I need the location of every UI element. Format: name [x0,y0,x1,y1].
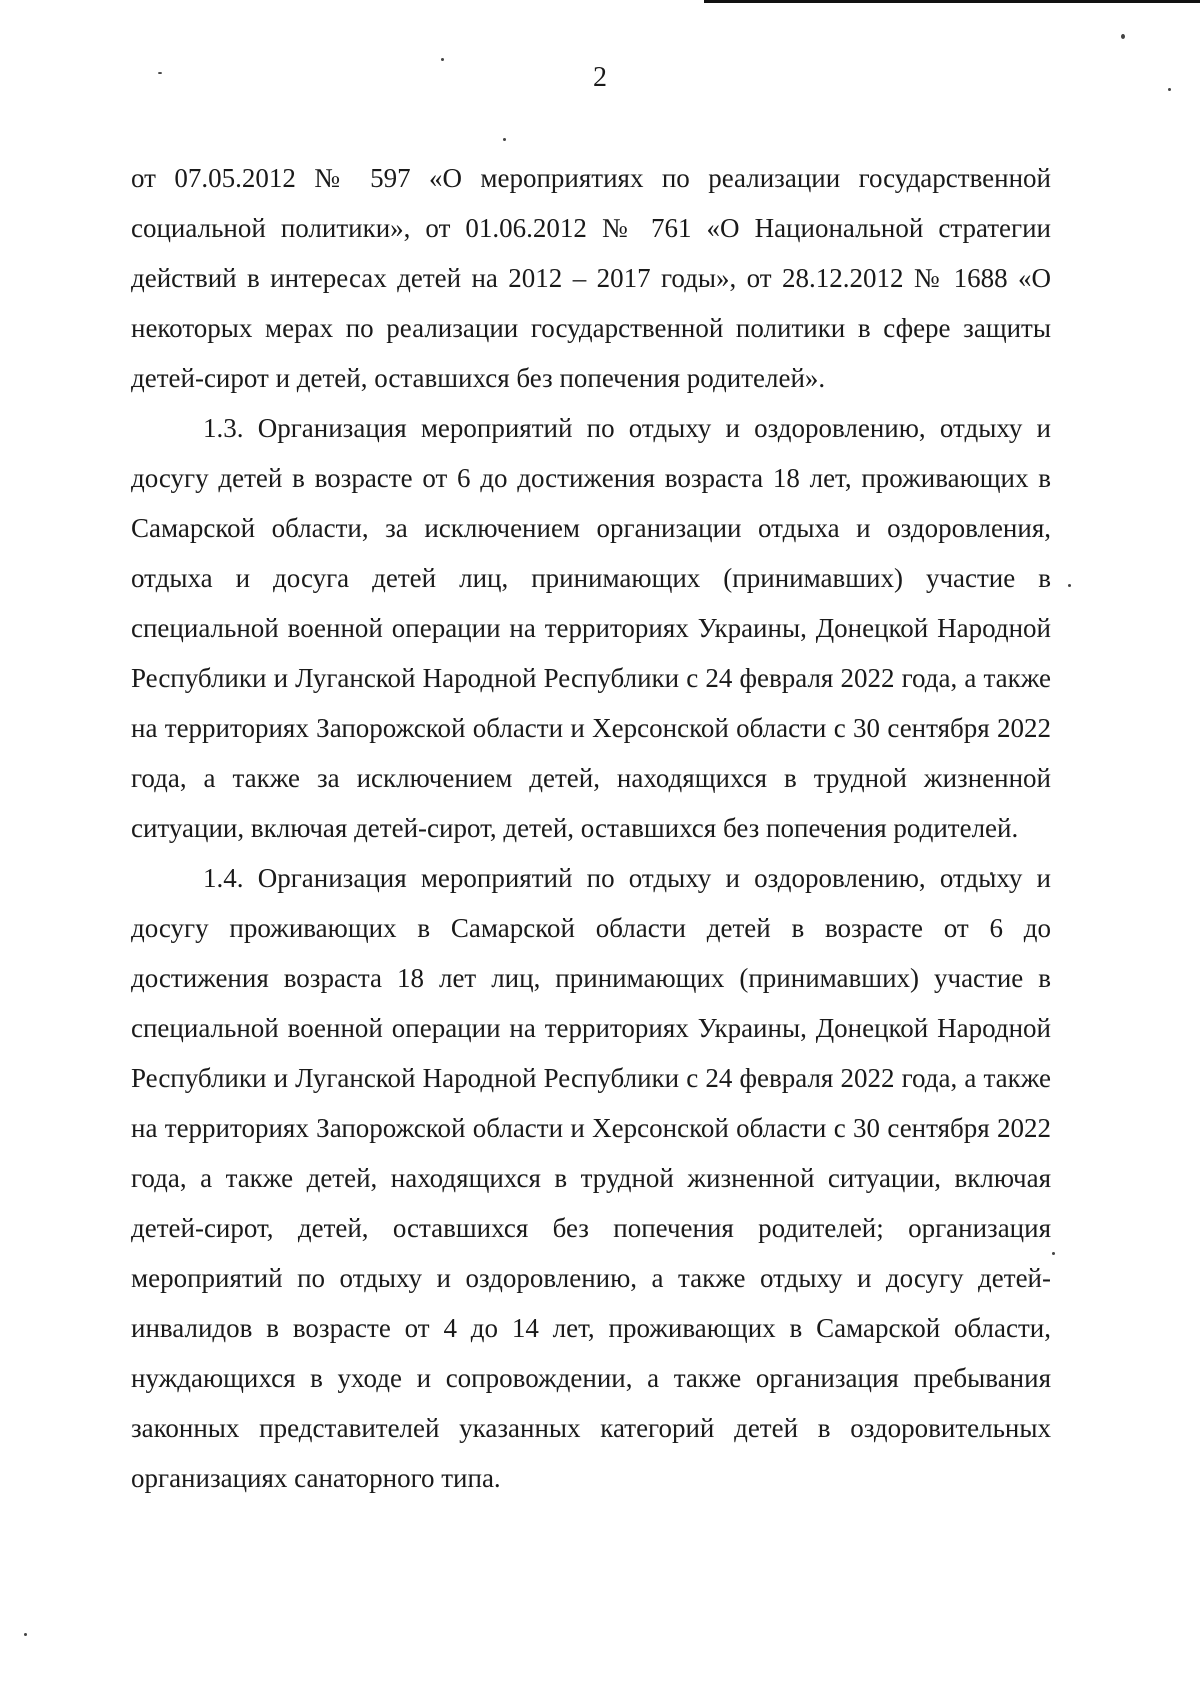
scan-speck [1068,584,1071,587]
scan-speck [441,58,444,61]
paragraph-item-1-3: 1.3. Организация мероприятий по отдыху и оздоровлению, отдыху и досугу детей в возрасте от 6 до достижения возраста 18 лет, проживающих в Самарской области, за исключением организации отдыха и оздоровления, отдыха и досуга детей лиц, принимающих (принимавших) участие в специальной военной операции на территориях Украины, Донецкой Народной Республики и Луганской Народной Республики с 24 февраля 2022 года, а также на территориях Запорожской области и Херсонской области с 30 сентября 2022 года, а также за исключением детей, находящихся в трудной жизненной ситуации, включая детей-сирот, детей, оставшихся без попечения родителей. [131,413,1051,843]
scan-top-edge-line [704,0,1200,3]
scan-speck [1052,1252,1055,1255]
scan-speck [1121,34,1125,39]
document-body [131,153,1051,1503]
page-number: 2 [593,62,607,93]
paragraph-item-1-4: 1.4. Организация мероприятий по отдыху и оздоровлению, отдыху и досугу проживающих в Самарской области детей в возрасте от 6 до достижения возраста 18 лет лиц, принимающих (принимавших) участие в специальной военной операции на территориях Украины, Донецкой Народной Республики и Луганской Народной Республики с 24 февраля 2022 года, а также на территориях Запорожской области и Херсонской области с 30 сентября 2022 года, а также детей, находящихся в трудной жизненной ситуации, включая детей-сирот, детей, оставшихся без попечения родителей; организация мероприятий по отдыху и оздоровлению, а также отдыху и досугу детей-инвалидов в возрасте от 4 до 14 лет, проживающих в Самарской области, нуждающихся в уходе и сопровождении, а также организация пребывания законных представителей указанных категорий детей в оздоровительных организациях санаторного типа. [131,863,1051,1493]
scan-speck [503,138,506,141]
paragraph-continuation: от 07.05.2012 № 597 «О мероприятиях по реализации государственной социальной политики», от 01.06.2012 № 761 «О Национальной стратегии действий в интересах детей на 2012 – 2017 годы», от 28.12.2012 № 1688 «О некоторых мерах по реализации государственной политики в сфере защиты детей-сирот и детей, оставшихся без попечения родителей». [131,163,1051,393]
scan-speck [24,1633,27,1636]
